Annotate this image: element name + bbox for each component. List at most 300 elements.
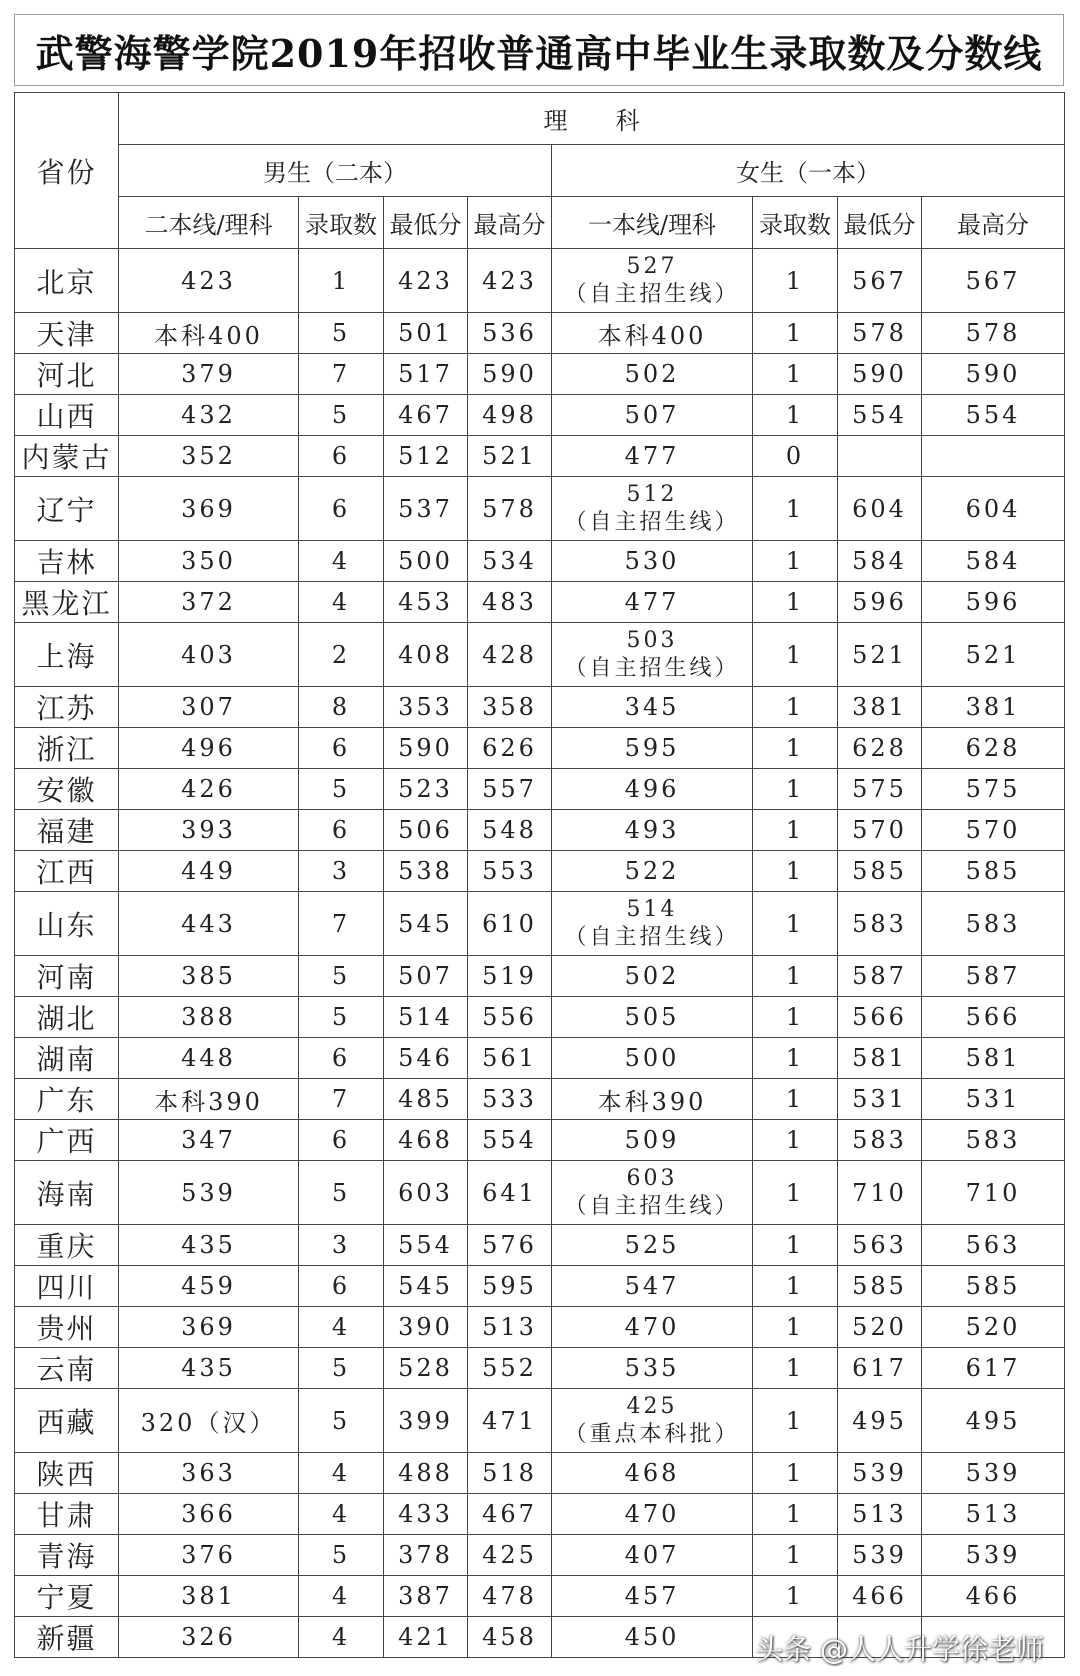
column-header: 最低分 <box>838 197 922 249</box>
female-count-cell: 1 <box>753 395 838 436</box>
table-row <box>15 623 1065 687</box>
male-max-cell: 519 <box>468 956 552 997</box>
province-cell: 甘肃 <box>15 1494 119 1535</box>
male-line-cell: 449 <box>119 851 299 892</box>
male-line-cell: 369 <box>119 477 299 541</box>
province-cell: 浙江 <box>15 728 119 769</box>
male-count-cell: 6 <box>299 1038 384 1079</box>
female-min-cell: 575 <box>838 769 922 810</box>
female-line-value: 603 <box>626 1165 678 1191</box>
female-min-cell: 570 <box>838 810 922 851</box>
female-line-cell <box>552 477 753 541</box>
female-max-cell: 570 <box>922 810 1065 851</box>
female-min-cell: 539 <box>838 1453 922 1494</box>
province-header: 省份 <box>15 93 119 249</box>
male-line-cell: 403 <box>119 623 299 687</box>
male-max-cell: 533 <box>468 1079 552 1120</box>
male-count-cell: 4 <box>299 1576 384 1617</box>
female-line-note: （重点本科批） <box>564 1421 740 1447</box>
female-line-cell: 477 <box>552 436 753 477</box>
province-cell: 江西 <box>15 851 119 892</box>
province-cell: 西藏 <box>15 1389 119 1453</box>
province-cell: 山西 <box>15 395 119 436</box>
female-max-cell: 604 <box>922 477 1065 541</box>
female-min-cell: 587 <box>838 956 922 997</box>
male-min-cell: 512 <box>384 436 468 477</box>
male-count-cell: 7 <box>299 1079 384 1120</box>
female-min-cell: 520 <box>838 1307 922 1348</box>
female-line-cell: 本科400 <box>552 313 753 354</box>
female-count-cell: 1 <box>753 769 838 810</box>
male-min-cell: 517 <box>384 354 468 395</box>
female-line-cell: 407 <box>552 1535 753 1576</box>
male-line-cell: 448 <box>119 1038 299 1079</box>
male-max-cell: 552 <box>468 1348 552 1389</box>
female-line-cell: 345 <box>552 687 753 728</box>
female-count-cell: 1 <box>753 728 838 769</box>
female-count-cell: 1 <box>753 810 838 851</box>
province-cell: 新疆 <box>15 1617 119 1658</box>
female-count-cell: 1 <box>753 851 838 892</box>
province-cell: 内蒙古 <box>15 436 119 477</box>
male-min-cell: 433 <box>384 1494 468 1535</box>
female-count-cell: 1 <box>753 477 838 541</box>
male-max-cell: 478 <box>468 1576 552 1617</box>
male-min-cell: 353 <box>384 687 468 728</box>
province-cell: 山东 <box>15 892 119 956</box>
female-line-cell: 500 <box>552 1038 753 1079</box>
female-min-cell: 617 <box>838 1348 922 1389</box>
female-max-cell: 513 <box>922 1494 1065 1535</box>
female-min-cell: 567 <box>838 249 922 313</box>
female-min-cell: 554 <box>838 395 922 436</box>
female-min-cell: 563 <box>838 1225 922 1266</box>
male-count-cell: 5 <box>299 1161 384 1225</box>
female-line-cell: 509 <box>552 1120 753 1161</box>
male-line-cell: 363 <box>119 1453 299 1494</box>
female-line-cell: 505 <box>552 997 753 1038</box>
male-max-cell: 626 <box>468 728 552 769</box>
table-row <box>15 1120 1065 1161</box>
male-count-cell: 5 <box>299 769 384 810</box>
column-header: 录取数 <box>753 197 838 249</box>
table-row <box>15 1389 1065 1453</box>
female-max-cell: 521 <box>922 623 1065 687</box>
female-line-cell <box>552 1389 753 1453</box>
female-max-cell: 583 <box>922 892 1065 956</box>
female-max-cell: 566 <box>922 997 1065 1038</box>
table-row <box>15 956 1065 997</box>
female-max-cell: 583 <box>922 1120 1065 1161</box>
male-min-cell: 538 <box>384 851 468 892</box>
female-count-cell: 1 <box>753 1079 838 1120</box>
table-row <box>15 395 1065 436</box>
female-line-cell: 522 <box>552 851 753 892</box>
column-header: 二本线/理科 <box>119 197 299 249</box>
female-count-cell: 0 <box>753 436 838 477</box>
female-min-cell: 590 <box>838 354 922 395</box>
female-max-cell: 585 <box>922 851 1065 892</box>
male-line-cell: 423 <box>119 249 299 313</box>
female-max-cell: 567 <box>922 249 1065 313</box>
female-count-cell: 1 <box>753 997 838 1038</box>
male-count-cell: 5 <box>299 395 384 436</box>
male-line-cell: 376 <box>119 1535 299 1576</box>
table-row <box>15 354 1065 395</box>
table-row <box>15 687 1065 728</box>
male-min-cell: 507 <box>384 956 468 997</box>
female-line-cell: 507 <box>552 395 753 436</box>
female-line-cell: 530 <box>552 541 753 582</box>
female-line-cell: 本科390 <box>552 1079 753 1120</box>
male-count-cell: 6 <box>299 1266 384 1307</box>
male-line-cell: 326 <box>119 1617 299 1658</box>
table-body <box>15 249 1065 1658</box>
female-line-cell: 535 <box>552 1348 753 1389</box>
table-row <box>15 1307 1065 1348</box>
province-cell: 上海 <box>15 623 119 687</box>
male-line-cell: 307 <box>119 687 299 728</box>
female-line-cell: 468 <box>552 1453 753 1494</box>
admission-table <box>14 92 1065 1658</box>
table-row <box>15 1038 1065 1079</box>
table-row <box>15 477 1065 541</box>
female-min-cell: 583 <box>838 892 922 956</box>
male-line-cell: 352 <box>119 436 299 477</box>
female-max-cell: 578 <box>922 313 1065 354</box>
male-min-cell: 603 <box>384 1161 468 1225</box>
female-max-cell: 710 <box>922 1161 1065 1225</box>
male-min-cell: 408 <box>384 623 468 687</box>
female-max-cell: 466 <box>922 1576 1065 1617</box>
table-row <box>15 1494 1065 1535</box>
female-max-cell: 617 <box>922 1348 1065 1389</box>
male-line-cell: 385 <box>119 956 299 997</box>
male-count-cell: 6 <box>299 1120 384 1161</box>
table-row <box>15 436 1065 477</box>
table-row <box>15 1576 1065 1617</box>
male-line-cell: 393 <box>119 810 299 851</box>
table-row <box>15 769 1065 810</box>
male-line-cell: 本科390 <box>119 1079 299 1120</box>
province-cell: 北京 <box>15 249 119 313</box>
male-min-cell: 537 <box>384 477 468 541</box>
male-count-cell: 4 <box>299 1494 384 1535</box>
female-min-cell: 710 <box>838 1161 922 1225</box>
male-min-cell: 545 <box>384 892 468 956</box>
province-cell: 江苏 <box>15 687 119 728</box>
female-max-cell: 520 <box>922 1307 1065 1348</box>
category-header: 理 科 <box>119 93 1065 145</box>
male-line-cell: 372 <box>119 582 299 623</box>
female-max-cell: 495 <box>922 1389 1065 1453</box>
male-min-cell: 488 <box>384 1453 468 1494</box>
female-min-cell: 628 <box>838 728 922 769</box>
male-line-cell: 379 <box>119 354 299 395</box>
female-line-cell: 470 <box>552 1494 753 1535</box>
male-max-cell: 553 <box>468 851 552 892</box>
male-max-cell: 513 <box>468 1307 552 1348</box>
male-max-cell: 557 <box>468 769 552 810</box>
male-min-cell: 590 <box>384 728 468 769</box>
female-max-cell: 563 <box>922 1225 1065 1266</box>
female-line-value: 503 <box>626 627 678 653</box>
male-line-cell: 459 <box>119 1266 299 1307</box>
female-max-cell: 581 <box>922 1038 1065 1079</box>
female-line-cell <box>552 249 753 313</box>
province-cell: 辽宁 <box>15 477 119 541</box>
province-cell: 黑龙江 <box>15 582 119 623</box>
male-count-cell: 3 <box>299 851 384 892</box>
male-line-cell: 347 <box>119 1120 299 1161</box>
male-count-cell: 5 <box>299 1348 384 1389</box>
female-line-cell: 477 <box>552 582 753 623</box>
female-count-cell: 1 <box>753 1161 838 1225</box>
male-min-cell: 485 <box>384 1079 468 1120</box>
female-max-cell: 587 <box>922 956 1065 997</box>
female-line-cell <box>552 1161 753 1225</box>
province-cell: 安徽 <box>15 769 119 810</box>
watermark: 头条 @人人升学徐老师 <box>755 1633 1044 1666</box>
male-min-cell: 467 <box>384 395 468 436</box>
female-count-cell: 1 <box>753 313 838 354</box>
table-row <box>15 1348 1065 1389</box>
table-row <box>15 892 1065 956</box>
female-min-cell: 539 <box>838 1535 922 1576</box>
female-line-cell: 502 <box>552 956 753 997</box>
female-line-cell: 547 <box>552 1266 753 1307</box>
female-count-cell: 1 <box>753 892 838 956</box>
male-line-cell: 426 <box>119 769 299 810</box>
female-min-cell <box>838 436 922 477</box>
male-max-cell: 518 <box>468 1453 552 1494</box>
province-cell: 陕西 <box>15 1453 119 1494</box>
female-count-cell: 1 <box>753 1389 838 1453</box>
female-line-note: （自主招生线） <box>564 1193 740 1219</box>
male-count-cell: 5 <box>299 1535 384 1576</box>
table-row <box>15 1225 1065 1266</box>
male-min-cell: 501 <box>384 313 468 354</box>
female-max-cell <box>922 436 1065 477</box>
male-max-cell: 428 <box>468 623 552 687</box>
province-cell: 重庆 <box>15 1225 119 1266</box>
female-min-cell: 581 <box>838 1038 922 1079</box>
female-group-header: 女生（一本） <box>552 145 1065 197</box>
male-count-cell: 5 <box>299 997 384 1038</box>
female-min-cell: 466 <box>838 1576 922 1617</box>
male-min-cell: 390 <box>384 1307 468 1348</box>
male-count-cell: 5 <box>299 956 384 997</box>
female-min-cell: 513 <box>838 1494 922 1535</box>
female-count-cell: 1 <box>753 1225 838 1266</box>
female-line-cell: 496 <box>552 769 753 810</box>
male-line-cell: 350 <box>119 541 299 582</box>
table-row <box>15 1453 1065 1494</box>
female-count-cell: 1 <box>753 249 838 313</box>
male-max-cell: 498 <box>468 395 552 436</box>
province-cell: 天津 <box>15 313 119 354</box>
province-cell: 青海 <box>15 1535 119 1576</box>
female-max-cell: 381 <box>922 687 1065 728</box>
male-min-cell: 468 <box>384 1120 468 1161</box>
male-max-cell: 358 <box>468 687 552 728</box>
table-row <box>15 541 1065 582</box>
female-line-note: （自主招生线） <box>564 924 740 950</box>
female-min-cell: 604 <box>838 477 922 541</box>
male-line-cell: 496 <box>119 728 299 769</box>
male-count-cell: 6 <box>299 810 384 851</box>
male-max-cell: 561 <box>468 1038 552 1079</box>
male-count-cell: 7 <box>299 354 384 395</box>
male-count-cell: 6 <box>299 436 384 477</box>
male-min-cell: 399 <box>384 1389 468 1453</box>
male-max-cell: 467 <box>468 1494 552 1535</box>
male-max-cell: 641 <box>468 1161 552 1225</box>
male-count-cell: 4 <box>299 1307 384 1348</box>
table-row <box>15 997 1065 1038</box>
female-count-cell: 1 <box>753 1576 838 1617</box>
female-min-cell: 566 <box>838 997 922 1038</box>
male-group-header: 男生（二本） <box>119 145 552 197</box>
male-max-cell: 578 <box>468 477 552 541</box>
female-min-cell: 585 <box>838 851 922 892</box>
male-count-cell: 4 <box>299 1453 384 1494</box>
female-line-cell: 493 <box>552 810 753 851</box>
male-min-cell: 528 <box>384 1348 468 1389</box>
table-row <box>15 1535 1065 1576</box>
female-min-cell: 521 <box>838 623 922 687</box>
table-row <box>15 1079 1065 1120</box>
column-header: 最高分 <box>922 197 1065 249</box>
male-min-cell: 506 <box>384 810 468 851</box>
female-min-cell: 531 <box>838 1079 922 1120</box>
female-count-cell: 1 <box>753 1120 838 1161</box>
province-cell: 吉林 <box>15 541 119 582</box>
province-cell: 福建 <box>15 810 119 851</box>
male-line-cell: 366 <box>119 1494 299 1535</box>
female-line-value: 512 <box>626 481 678 507</box>
male-min-cell: 378 <box>384 1535 468 1576</box>
male-count-cell: 1 <box>299 249 384 313</box>
male-count-cell: 3 <box>299 1225 384 1266</box>
female-count-cell: 1 <box>753 1535 838 1576</box>
province-cell: 湖北 <box>15 997 119 1038</box>
male-line-cell: 369 <box>119 1307 299 1348</box>
male-min-cell: 453 <box>384 582 468 623</box>
province-cell: 广东 <box>15 1079 119 1120</box>
table-row <box>15 313 1065 354</box>
female-min-cell: 495 <box>838 1389 922 1453</box>
male-max-cell: 590 <box>468 354 552 395</box>
female-max-cell: 628 <box>922 728 1065 769</box>
female-max-cell: 596 <box>922 582 1065 623</box>
female-count-cell: 1 <box>753 1494 838 1535</box>
male-count-cell: 5 <box>299 1389 384 1453</box>
female-line-cell <box>552 623 753 687</box>
male-line-cell: 388 <box>119 997 299 1038</box>
column-header: 录取数 <box>299 197 384 249</box>
female-max-cell: 575 <box>922 769 1065 810</box>
male-line-cell: 381 <box>119 1576 299 1617</box>
male-max-cell: 548 <box>468 810 552 851</box>
female-min-cell: 381 <box>838 687 922 728</box>
male-count-cell: 2 <box>299 623 384 687</box>
female-min-cell: 583 <box>838 1120 922 1161</box>
female-count-cell: 1 <box>753 1348 838 1389</box>
male-line-cell: 435 <box>119 1348 299 1389</box>
province-cell: 河北 <box>15 354 119 395</box>
province-cell: 河南 <box>15 956 119 997</box>
female-max-cell: 585 <box>922 1266 1065 1307</box>
female-max-cell: 531 <box>922 1079 1065 1120</box>
female-count-cell: 1 <box>753 1307 838 1348</box>
female-line-note: （自主招生线） <box>564 655 740 681</box>
male-count-cell: 4 <box>299 541 384 582</box>
female-max-cell: 539 <box>922 1453 1065 1494</box>
female-max-cell: 554 <box>922 395 1065 436</box>
female-min-cell: 578 <box>838 313 922 354</box>
female-count-cell: 1 <box>753 623 838 687</box>
female-line-cell: 525 <box>552 1225 753 1266</box>
province-cell: 广西 <box>15 1120 119 1161</box>
male-min-cell: 421 <box>384 1617 468 1658</box>
male-max-cell: 554 <box>468 1120 552 1161</box>
male-line-cell: 435 <box>119 1225 299 1266</box>
province-cell: 四川 <box>15 1266 119 1307</box>
male-max-cell: 576 <box>468 1225 552 1266</box>
female-line-value: 425 <box>626 1393 678 1419</box>
male-max-cell: 471 <box>468 1389 552 1453</box>
male-min-cell: 500 <box>384 541 468 582</box>
female-line-cell: 595 <box>552 728 753 769</box>
male-count-cell: 4 <box>299 1617 384 1658</box>
province-cell: 海南 <box>15 1161 119 1225</box>
male-count-cell: 8 <box>299 687 384 728</box>
male-max-cell: 458 <box>468 1617 552 1658</box>
male-max-cell: 521 <box>468 436 552 477</box>
male-min-cell: 514 <box>384 997 468 1038</box>
female-count-cell: 1 <box>753 1266 838 1307</box>
male-line-cell: 432 <box>119 395 299 436</box>
female-count-cell: 1 <box>753 541 838 582</box>
male-min-cell: 387 <box>384 1576 468 1617</box>
male-max-cell: 534 <box>468 541 552 582</box>
female-line-value: 527 <box>626 253 678 279</box>
female-line-value: 514 <box>626 896 678 922</box>
male-max-cell: 556 <box>468 997 552 1038</box>
table-row <box>15 728 1065 769</box>
male-max-cell: 595 <box>468 1266 552 1307</box>
female-max-cell: 584 <box>922 541 1065 582</box>
female-min-cell: 596 <box>838 582 922 623</box>
male-max-cell: 425 <box>468 1535 552 1576</box>
table-row <box>15 1266 1065 1307</box>
male-line-cell: 320（汉） <box>119 1389 299 1453</box>
title-box <box>14 14 1064 86</box>
male-max-cell: 423 <box>468 249 552 313</box>
province-cell: 宁夏 <box>15 1576 119 1617</box>
female-line-note: （自主招生线） <box>564 509 740 535</box>
male-min-cell: 546 <box>384 1038 468 1079</box>
male-max-cell: 610 <box>468 892 552 956</box>
table-row <box>15 582 1065 623</box>
female-min-cell: 584 <box>838 541 922 582</box>
male-count-cell: 6 <box>299 477 384 541</box>
table-row <box>15 810 1065 851</box>
female-line-note: （自主招生线） <box>564 281 740 307</box>
female-count-cell: 1 <box>753 687 838 728</box>
male-min-cell: 554 <box>384 1225 468 1266</box>
